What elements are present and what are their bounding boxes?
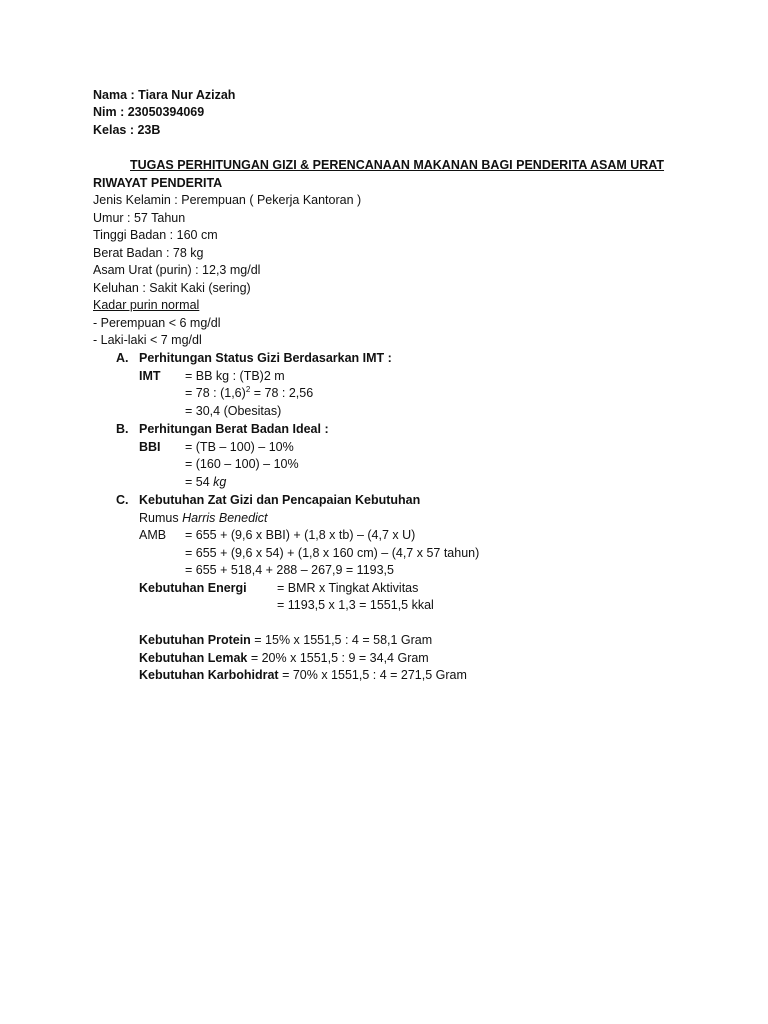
document-title: TUGAS PERHITUNGAN GIZI & PERENCANAAN MAKANAN BAGI PENDERITA ASAM URAT: [130, 158, 665, 172]
bbi-label: BBI: [139, 440, 161, 454]
imt-line-2: [185, 385, 313, 403]
energi-label: Kebutuhan Energi: [139, 581, 247, 595]
imt-line-1: = BB kg : (TB)2 m: [185, 369, 285, 383]
keluhan: Keluhan : Sakit Kaki (sering): [93, 281, 251, 295]
student-class: Kelas : 23B: [93, 123, 161, 137]
lemak-label: Kebutuhan Lemak: [139, 651, 248, 665]
energi-line-2: = 1193,5 x 1,3 = 1551,5 kkal: [277, 598, 434, 612]
lemak-value: = 20% x 1551,5 : 9 = 34,4 Gram: [247, 651, 429, 665]
rumus-line: [139, 510, 268, 528]
amb-line-3: = 655 + 518,4 + 288 – 267,9 = 1193,5: [185, 563, 394, 577]
rumus-name: Harris Benedict: [182, 511, 268, 525]
imt-line-2-sup: 2: [245, 385, 251, 394]
energi-line-1: = BMR x Tingkat Aktivitas: [277, 581, 419, 595]
bbi-line-3-unit: kg: [213, 475, 227, 489]
kadar-laki: - Laki-laki < 7 mg/dl: [93, 333, 202, 347]
imt-line-3: = 30,4 (Obesitas): [185, 404, 282, 418]
imt-label: IMT: [139, 369, 161, 383]
rumus-prefix: Rumus: [139, 511, 183, 525]
imt-line-2-pre: = 78 : (1,6): [185, 386, 246, 400]
protein-label: Kebutuhan Protein: [139, 633, 251, 647]
section-c-marker: C.: [116, 493, 129, 507]
bbi-line-1: = (TB – 100) – 10%: [185, 440, 294, 454]
section-c-title: Kebutuhan Zat Gizi dan Pencapaian Kebutuhan: [139, 493, 421, 507]
student-nim: Nim : 23050394069: [93, 105, 205, 119]
bbi-line-3-pre: = 54: [185, 475, 214, 489]
bbi-line-2: = (160 – 100) – 10%: [185, 457, 299, 471]
bbi-line-3: [185, 474, 226, 492]
asam-urat: Asam Urat (purin) : 12,3 mg/dl: [93, 263, 261, 277]
section-b-title: Perhitungan Berat Badan Ideal :: [139, 422, 329, 436]
kadar-purin-heading: Kadar purin normal: [93, 298, 200, 312]
karbohidrat-line: [139, 667, 467, 685]
jenis-kelamin: Jenis Kelamin : Perempuan ( Pekerja Kantoran ): [93, 193, 362, 207]
umur: Umur : 57 Tahun: [93, 211, 186, 225]
protein-value: = 15% x 1551,5 : 4 = 58,1 Gram: [250, 633, 433, 647]
amb-line-2: = 655 + (9,6 x 54) + (1,8 x 160 cm) – (4,7 x 57 tahun): [185, 546, 480, 560]
section-a-title: Perhitungan Status Gizi Berdasarkan IMT :: [139, 351, 392, 365]
tinggi-badan: Tinggi Badan : 160 cm: [93, 228, 218, 242]
karbohidrat-label: Kebutuhan Karbohidrat: [139, 668, 279, 682]
kadar-perempuan: - Perempuan < 6 mg/dl: [93, 316, 221, 330]
section-b-marker: B.: [116, 422, 129, 436]
section-a-marker: A.: [116, 351, 129, 365]
lemak-line: [139, 650, 429, 668]
amb-line-1: = 655 + (9,6 x BBI) + (1,8 x tb) – (4,7 x U): [185, 528, 416, 542]
berat-badan: Berat Badan : 78 kg: [93, 246, 204, 260]
protein-line: [139, 632, 432, 650]
amb-label: AMB: [139, 528, 167, 542]
student-name: Nama : Tiara Nur Azizah: [93, 88, 236, 102]
imt-line-2-post: = 78 : 2,56: [250, 386, 314, 400]
karbohidrat-value: = 70% x 1551,5 : 4 = 271,5 Gram: [278, 668, 467, 682]
riwayat-heading: RIWAYAT PENDERITA: [93, 176, 223, 190]
